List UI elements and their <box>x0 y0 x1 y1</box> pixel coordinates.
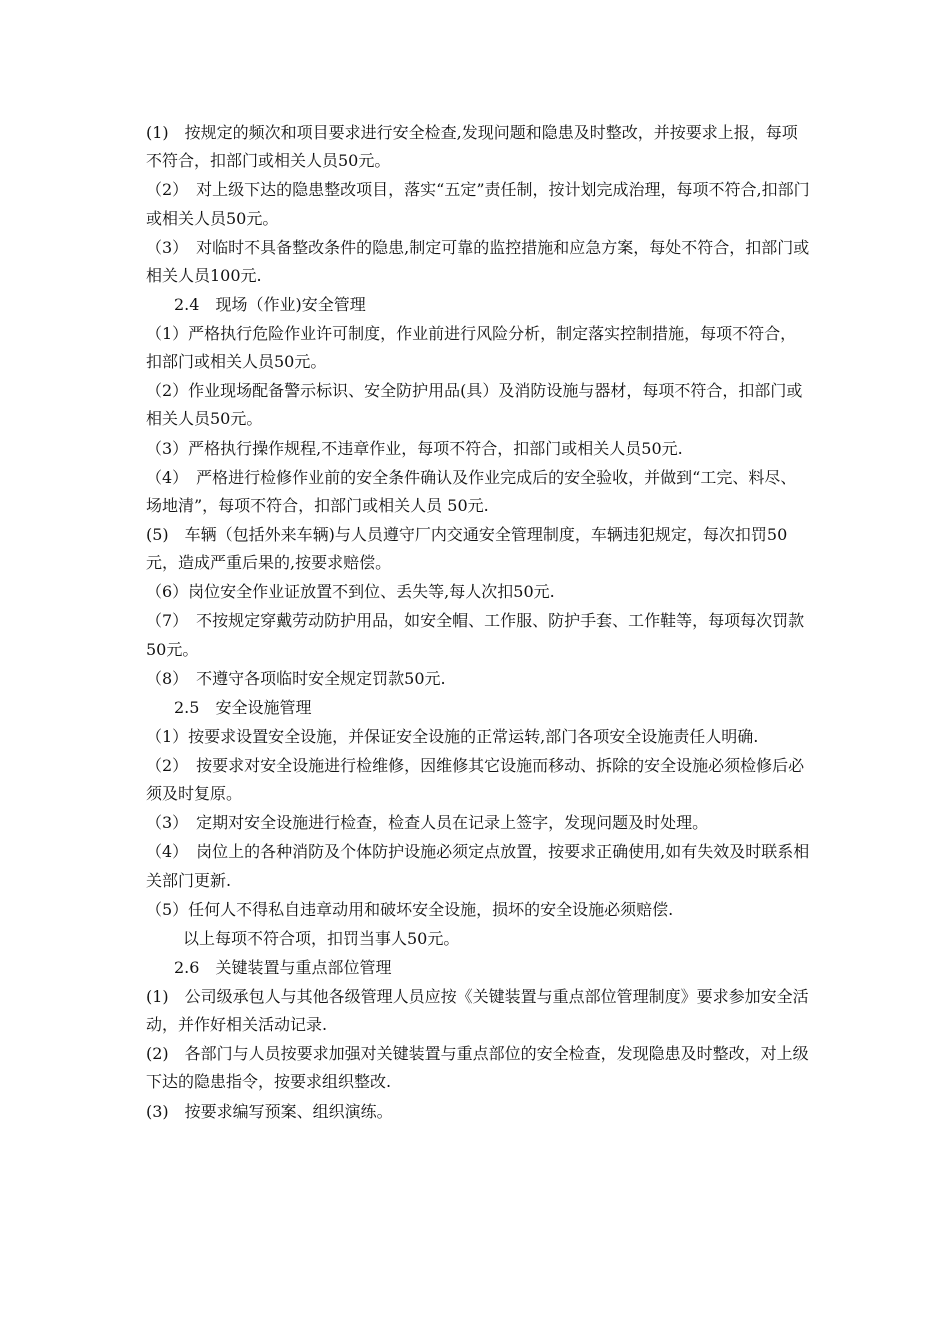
paragraph-2-5-item-2: （2） 按要求对安全设施进行检维修，因维修其它设施而移动、拆除的安全设施必须检修后必须及时复原。 <box>146 755 805 804</box>
paragraph-2-5-item-5: （5）任何人不得私自违章动用和破坏安全设施，损坏的安全设施必须赔偿. <box>146 899 674 919</box>
section-heading-2-5: 2.5 安全设施管理 <box>174 697 312 717</box>
paragraph-2-4-item-4: （4） 严格进行检修作业前的安全条件确认及作业完成后的安全验收，并做到“工完、料尽、场地清”，每项不符合，扣部门或相关人员 50元. <box>146 467 797 515</box>
paragraph-2-4-item-6: （6）岗位安全作业证放置不到位、丢失等,每人次扣50元. <box>146 582 555 602</box>
paragraph-2-6-item-3: (3) 按要求编写预案、组织演练。 <box>146 1101 393 1121</box>
paragraph-2-6-item-2: (2) 各部门与人员按要求加强对关键装置与重点部位的安全检查，发现隐患及时整改，对上级下达的隐患指令，按要求组织整改. <box>146 1044 809 1092</box>
paragraph-2-4-item-8: （8） 不遵守各项临时安全规定罚款50元. <box>146 668 446 688</box>
paragraph-2-4-item-2: （2）作业现场配备警示标识、安全防护用品(具）及消防设施与器材，每项不符合，扣部门或相关人员50元。 <box>146 381 803 429</box>
paragraph-2-3-item-2: （2） 对上级下达的隐患整改项目，落实“五定”责任制，按计划完成治理，每项不符合,扣部门或相关人员50元。 <box>146 180 810 228</box>
paragraph-2-4-item-7: （7） 不按规定穿戴劳动防护用品，如安全帽、工作服、防护手套、工作鞋等，每项每次罚款50元。 <box>146 611 805 659</box>
paragraph-2-4-item-5: (5) 车辆（包括外来车辆)与人员遵守厂内交通安全管理制度，车辆违犯规定，每次扣罚50元，造成严重后果的,按要求赔偿。 <box>146 524 788 573</box>
paragraph-2-3-item-3: （3） 对临时不具备整改条件的隐患,制定可靠的监控措施和应急方案，每处不符合，扣部门或相关人员100元. <box>146 237 810 285</box>
section-heading-2-4: 2.4 现场（作业)安全管理 <box>174 294 366 314</box>
paragraph-2-5-item-4: （4） 岗位上的各种消防及个体防护设施必须定点放置，按要求正确使用,如有失效及时联系相关部门更新. <box>146 842 810 890</box>
paragraph-2-4-item-1: （1）严格执行危险作业许可制度，作业前进行风险分析，制定落实控制措施，每项不符合，扣部门或相关人员50元。 <box>146 323 797 372</box>
paragraph-2-6-item-1: (1) 公司级承包人与其他各级管理人员应按《关键装置与重点部位管理制度》要求参加安全活动，并作好相关活动记录. <box>146 986 809 1035</box>
paragraph-2-5-item-1: （1）按要求设置安全设施，并保证安全设施的正常运转,部门各项安全设施责任人明确. <box>146 726 759 746</box>
paragraph-2-3-item-1: (1) 按规定的频次和项目要求进行安全检查,发现问题和隐患及时整改，并按要求上报，每项不符合，扣部门或相关人员50元。 <box>146 123 798 171</box>
document-page <box>146 119 810 1127</box>
paragraph-2-5-summary: 以上每项不符合项，扣罚当事人50元。 <box>183 928 460 948</box>
paragraph-2-5-item-3: （3） 定期对安全设施进行检查，检查人员在记录上签字，发现问题及时处理。 <box>146 813 709 833</box>
section-heading-2-6: 2.6 关键装置与重点部位管理 <box>174 957 392 977</box>
paragraph-2-4-item-3: （3）严格执行操作规程,不违章作业，每项不符合，扣部门或相关人员50元. <box>146 438 683 458</box>
